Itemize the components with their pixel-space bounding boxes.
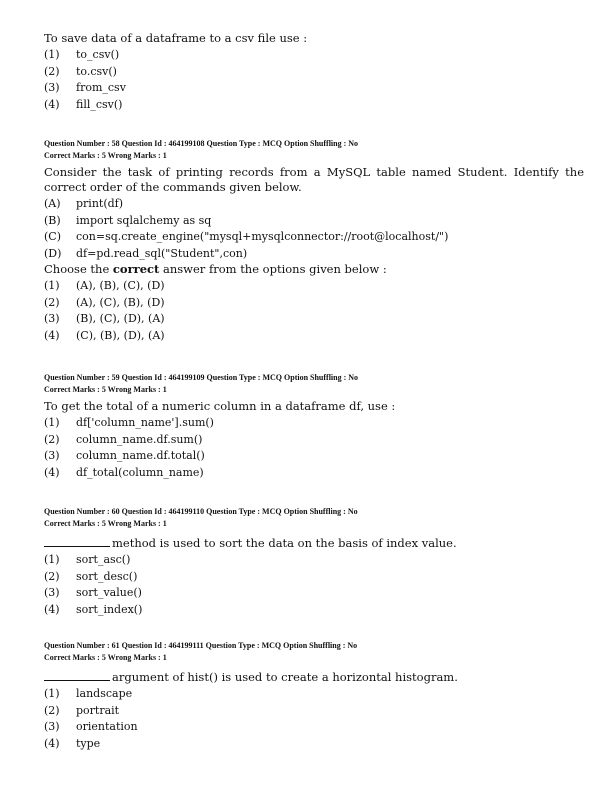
option-1: (1) landscape <box>44 687 133 700</box>
fill-in-blank <box>44 671 110 681</box>
question-meta: Question Number : 59 Question Id : 464199109 Question Type : MCQ Option Shuffling : No <box>44 373 359 382</box>
option-2: (2) to.csv() <box>44 64 117 78</box>
option-2: (2) (A), (C), (B), (D) <box>44 295 165 309</box>
question-58 <box>44 138 584 344</box>
question-text: To save data of a dataframe to a csv file use : <box>44 31 308 45</box>
statement-d: (D) df=pd.read_sql("Student",con) <box>44 246 248 260</box>
option-list <box>44 278 584 344</box>
option-1: (1) to_csv() <box>44 48 120 61</box>
question-text: Consider the task of printing records from a MySQL table named Student. Identify the correct order of the commands given below. <box>44 165 584 194</box>
question-57 <box>44 31 584 113</box>
statement-list <box>44 196 584 262</box>
question-meta: Question Number : 61 Question Id : 464199111 Question Type : MCQ Option Shuffling : No <box>44 641 358 650</box>
option-2: (2) sort_desc() <box>44 569 138 583</box>
option-3: (3) (B), (C), (D), (A) <box>44 312 165 325</box>
question-61 <box>44 640 584 752</box>
option-2: (2) column_name.df.sum() <box>44 432 203 446</box>
option-list <box>44 552 584 618</box>
question-59 <box>44 372 584 481</box>
choose-instruction: Choose the correct answer from the options given below : <box>44 262 387 276</box>
statement-b: (B) import sqlalchemy as sq <box>44 213 212 227</box>
option-3: (3) sort_value() <box>44 586 142 599</box>
fill-in-blank <box>44 537 110 547</box>
option-3: (3) column_name.df.total() <box>44 449 205 462</box>
marks-meta: Correct Marks : 5 Wrong Marks : 1 <box>44 151 167 160</box>
question-text: method is used to sort the data on the basis of index value. <box>44 536 584 551</box>
option-1: (1) (A), (B), (C), (D) <box>44 279 165 292</box>
option-list <box>44 686 584 752</box>
option-4: (4) (C), (B), (D), (A) <box>44 328 165 342</box>
question-meta: Question Number : 60 Question Id : 464199110 Question Type : MCQ Option Shuffling : No <box>44 507 358 516</box>
statement-a: (A) print(df) <box>44 197 124 210</box>
question-text: To get the total of a numeric column in a dataframe df, use : <box>44 399 396 413</box>
option-4: (4) fill_csv() <box>44 97 123 111</box>
option-1: (1) sort_asc() <box>44 553 131 566</box>
option-2: (2) portrait <box>44 703 120 717</box>
option-3: (3) from_csv <box>44 81 126 94</box>
question-text: argument of hist() is used to create a horizontal histogram. <box>44 670 584 685</box>
question-60 <box>44 506 584 618</box>
option-4: (4) df_total(column_name) <box>44 465 204 479</box>
option-list <box>44 415 584 481</box>
marks-meta: Correct Marks : 5 Wrong Marks : 1 <box>44 519 167 528</box>
marks-meta: Correct Marks : 5 Wrong Marks : 1 <box>44 385 167 394</box>
option-1: (1) df['column_name'].sum() <box>44 416 214 429</box>
option-list <box>44 47 584 113</box>
statement-c: (C) con=sq.create_engine("mysql+mysqlconnector://root@localhost/") <box>44 230 449 243</box>
option-4: (4) sort_index() <box>44 602 143 616</box>
marks-meta: Correct Marks : 5 Wrong Marks : 1 <box>44 653 167 662</box>
question-meta: Question Number : 58 Question Id : 464199108 Question Type : MCQ Option Shuffling : No <box>44 139 359 148</box>
option-4: (4) type <box>44 736 101 750</box>
option-3: (3) orientation <box>44 720 138 733</box>
